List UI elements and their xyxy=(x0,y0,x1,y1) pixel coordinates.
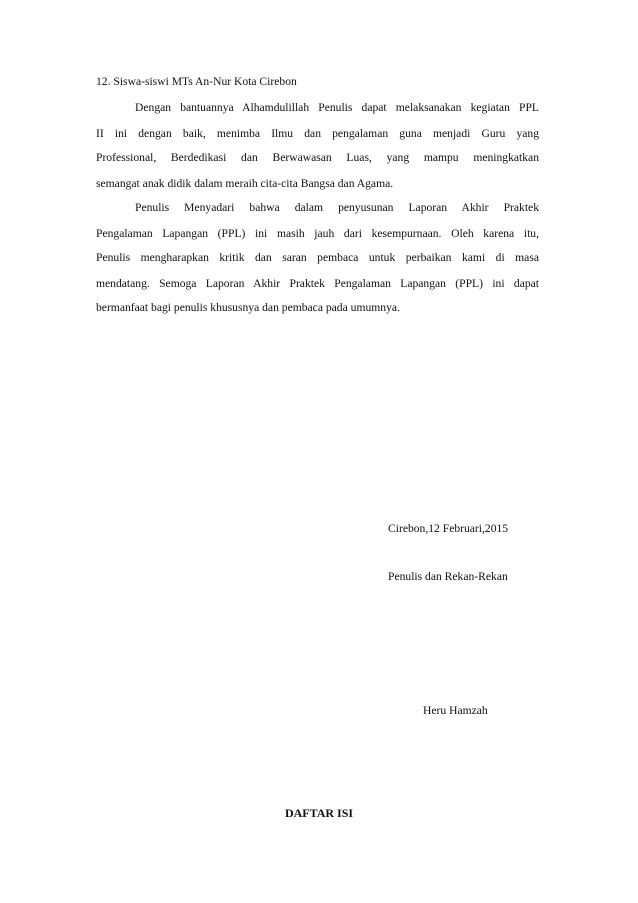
signature-place-date: Cirebon,12 Februari,2015 xyxy=(388,522,509,535)
signature-role: Penulis dan Rekan-Rekan xyxy=(388,570,508,583)
paragraph-line: Dengan bantuannya Alhamdulillah Penulis dapat melaksanakan kegiatan PPL xyxy=(135,101,539,114)
paragraph-line: bermanfaat bagi penulis khususnya dan pembaca pada umumnya. xyxy=(96,301,400,314)
paragraph-line: II ini dengan baik, menimba Ilmu dan pengalaman guna menjadi Guru yang xyxy=(96,127,539,140)
list-item-12: 12. Siswa-siswi MTs An-Nur Kota Cirebon xyxy=(96,75,297,88)
paragraph-line: Pengalaman Lapangan (PPL) ini masih jauh dari kesempurnaan. Oleh karena itu, xyxy=(96,227,539,240)
section-heading-daftar-isi: DAFTAR ISI xyxy=(284,806,354,820)
paragraph-line: mendatang. Semoga Laporan Akhir Praktek Pengalaman Lapangan (PPL) ini dapat xyxy=(96,277,539,290)
paragraph-line: Penulis Menyadari bahwa dalam penyusunan Laporan Akhir Praktek xyxy=(135,201,539,214)
signature-name: Heru Hamzah xyxy=(423,704,488,717)
paragraph-line: Penulis mengharapkan kritik dan saran pembaca untuk perbaikan kami di masa xyxy=(96,251,539,264)
paragraph-line: semangat anak didik dalam meraih cita-cita Bangsa dan Agama. xyxy=(96,177,394,190)
paragraph-line: Professional, Berdedikasi dan Berwawasan Luas, yang mampu meningkatkan xyxy=(96,151,539,164)
